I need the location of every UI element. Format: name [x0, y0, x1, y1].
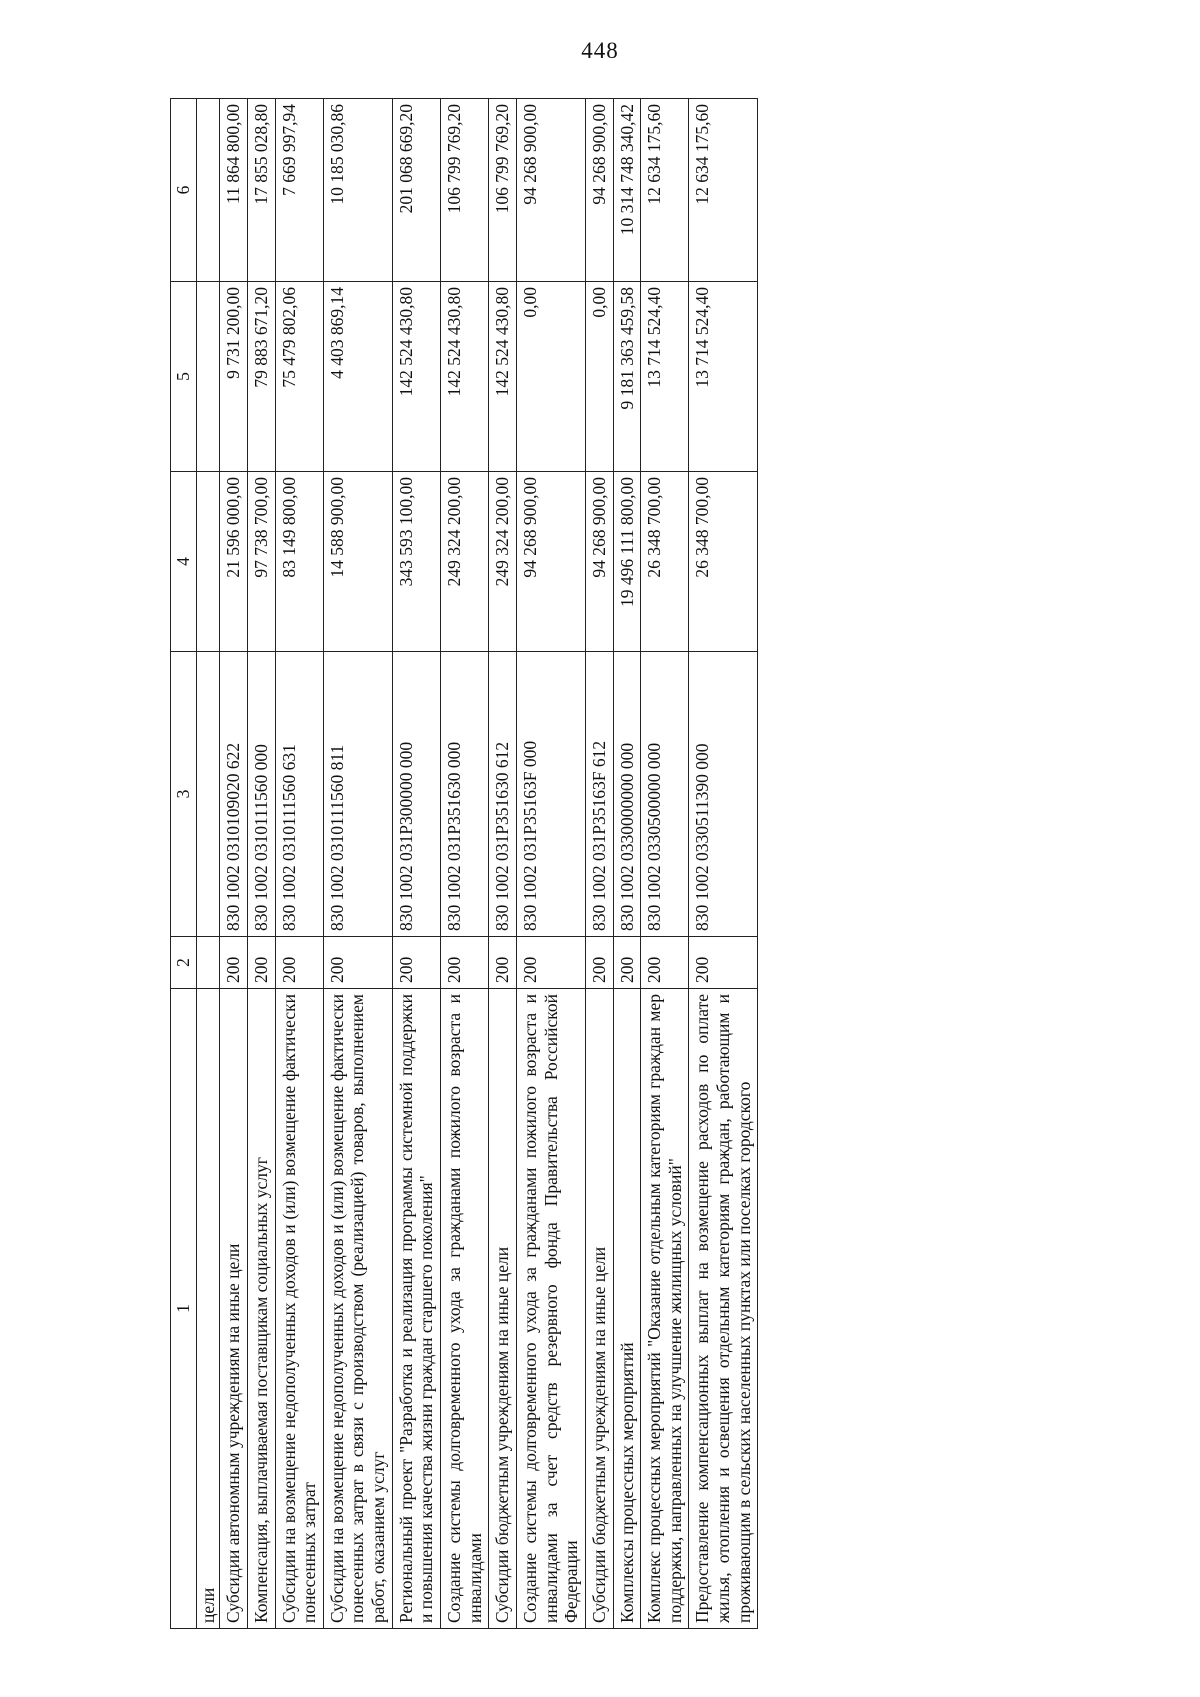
row-code: 200	[613, 937, 641, 989]
row-col6: 12 634 175,60	[641, 99, 689, 282]
rotated-table-container	[170, 99, 1100, 1629]
row-col6: 106 799 769,20	[441, 99, 489, 282]
row-col5: 0,00	[516, 282, 585, 472]
page-number: 448	[581, 38, 619, 63]
row-col5: 4 403 869,14	[323, 282, 392, 472]
row-col4: 249 324 200,00	[441, 472, 489, 652]
row-kbk: 830 1002 0310109020 622	[220, 652, 248, 937]
row-col4: 83 149 800,00	[275, 472, 323, 652]
row-code: 200	[489, 937, 517, 989]
table-row	[441, 99, 489, 1629]
row-code: 200	[275, 937, 323, 989]
row-kbk: 830 1002 031P35163F 000	[516, 652, 585, 937]
table-row	[323, 99, 392, 1629]
row-col5: 13 714 524,40	[689, 282, 758, 472]
row-col5: 142 524 430,80	[392, 282, 440, 472]
row-code: 200	[247, 937, 275, 989]
row-col4: 19 496 111 800,00	[613, 472, 641, 652]
row-code: 200	[585, 937, 613, 989]
row-col5: 9 731 200,00	[220, 282, 248, 472]
row-col5: 9 181 363 459,58	[613, 282, 641, 472]
row-name: Создание системы долговременного ухода за гражданами пожилого возраста и инвалидами за счет средств резервного фонда Правительства Российской Федерации	[516, 989, 585, 1629]
row-code: 200	[641, 937, 689, 989]
table-row	[613, 99, 641, 1629]
row-name: Субсидии бюджетным учреждениям на иные цели	[489, 989, 517, 1629]
budget-table	[170, 98, 758, 1629]
row-kbk	[196, 652, 220, 937]
row-code: 200	[392, 937, 440, 989]
table-row	[220, 99, 248, 1629]
table-row	[275, 99, 323, 1629]
row-col6: 94 268 900,00	[585, 99, 613, 282]
row-col6: 94 268 900,00	[516, 99, 585, 282]
header-cell-6: 6	[171, 99, 197, 282]
row-name: Комплекс процессных мероприятий "Оказание отдельным категориям граждан мер поддержки, направленных на улучшение жилищных условий"	[641, 989, 689, 1629]
row-kbk: 830 1002 031P351630 000	[441, 652, 489, 937]
row-col6: 10 185 030,86	[323, 99, 392, 282]
row-name: Субсидии на возмещение недополученных доходов и (или) возмещение фактически понесенных затрат в связи с производством (реализацией) товаров, выполнением работ, оказанием услуг	[323, 989, 392, 1629]
row-col6: 201 068 669,20	[392, 99, 440, 282]
row-kbk: 830 1002 0330000000 000	[613, 652, 641, 937]
row-kbk: 830 1002 031P300000 000	[392, 652, 440, 937]
row-col5: 75 479 802,06	[275, 282, 323, 472]
header-cell-2: 2	[171, 937, 197, 989]
row-col4: 249 324 200,00	[489, 472, 517, 652]
row-kbk: 830 1002 0310111560 811	[323, 652, 392, 937]
row-col6: 106 799 769,20	[489, 99, 517, 282]
row-kbk: 830 1002 0310111560 000	[247, 652, 275, 937]
table-row	[196, 99, 220, 1629]
row-code: 200	[516, 937, 585, 989]
row-col4: 94 268 900,00	[585, 472, 613, 652]
row-col4: 21 596 000,00	[220, 472, 248, 652]
table-row	[689, 99, 758, 1629]
row-col6: 7 669 997,94	[275, 99, 323, 282]
row-col6: 17 855 028,80	[247, 99, 275, 282]
row-col6: 12 634 175,60	[689, 99, 758, 282]
row-col5	[196, 282, 220, 472]
row-col5: 79 883 671,20	[247, 282, 275, 472]
row-col6: 11 864 800,00	[220, 99, 248, 282]
header-cell-5: 5	[171, 282, 197, 472]
row-name: Создание системы долговременного ухода за гражданами пожилого возраста и инвалидами	[441, 989, 489, 1629]
row-name: Субсидии на возмещение недополученных доходов и (или) возмещение фактически понесенных затрат	[275, 989, 323, 1629]
row-code: 200	[689, 937, 758, 989]
row-col4: 26 348 700,00	[689, 472, 758, 652]
row-col6: 10 314 748 340,42	[613, 99, 641, 282]
row-kbk: 830 1002 031P35163F 612	[585, 652, 613, 937]
row-name: Субсидии автономным учреждениям на иные цели	[220, 989, 248, 1629]
row-code: 200	[220, 937, 248, 989]
row-code: 200	[323, 937, 392, 989]
row-kbk: 830 1002 0330511390 000	[689, 652, 758, 937]
header-cell-3: 3	[171, 652, 197, 937]
row-kbk: 830 1002 0330500000 000	[641, 652, 689, 937]
row-col4: 97 738 700,00	[247, 472, 275, 652]
header-cell-4: 4	[171, 472, 197, 652]
row-code: 200	[441, 937, 489, 989]
row-kbk: 830 1002 031P351630 612	[489, 652, 517, 937]
row-col4: 26 348 700,00	[641, 472, 689, 652]
row-col5: 0,00	[585, 282, 613, 472]
table-row	[516, 99, 585, 1629]
row-name: Компенсация, выплачиваемая поставщикам социальных услуг	[247, 989, 275, 1629]
row-col5: 142 524 430,80	[441, 282, 489, 472]
row-col4: 94 268 900,00	[516, 472, 585, 652]
row-name: цели	[196, 989, 220, 1629]
row-col4: 343 593 100,00	[392, 472, 440, 652]
row-col5: 13 714 524,40	[641, 282, 689, 472]
row-col4: 14 588 900,00	[323, 472, 392, 652]
row-name: Субсидии бюджетным учреждениям на иные цели	[585, 989, 613, 1629]
row-col4	[196, 472, 220, 652]
row-code	[196, 937, 220, 989]
row-col6	[196, 99, 220, 282]
table-row	[247, 99, 275, 1629]
table-row	[585, 99, 613, 1629]
table-row	[392, 99, 440, 1629]
header-row	[171, 99, 197, 1629]
table-row	[641, 99, 689, 1629]
row-col5: 142 524 430,80	[489, 282, 517, 472]
row-kbk: 830 1002 0310111560 631	[275, 652, 323, 937]
table-row	[489, 99, 517, 1629]
row-name: Региональный проект "Разработка и реализация программы системной поддержки и повышения качества жизни граждан старшего поколения"	[392, 989, 440, 1629]
row-name: Предоставление компенсационных выплат на возмещение расходов по оплате жилья, отопления и освещения отдельным категориям граждан, работающим и проживающим в сельских населенных пунктах или поселках городского	[689, 989, 758, 1629]
header-cell-1: 1	[171, 989, 197, 1629]
row-name: Комплексы процессных мероприятий	[613, 989, 641, 1629]
